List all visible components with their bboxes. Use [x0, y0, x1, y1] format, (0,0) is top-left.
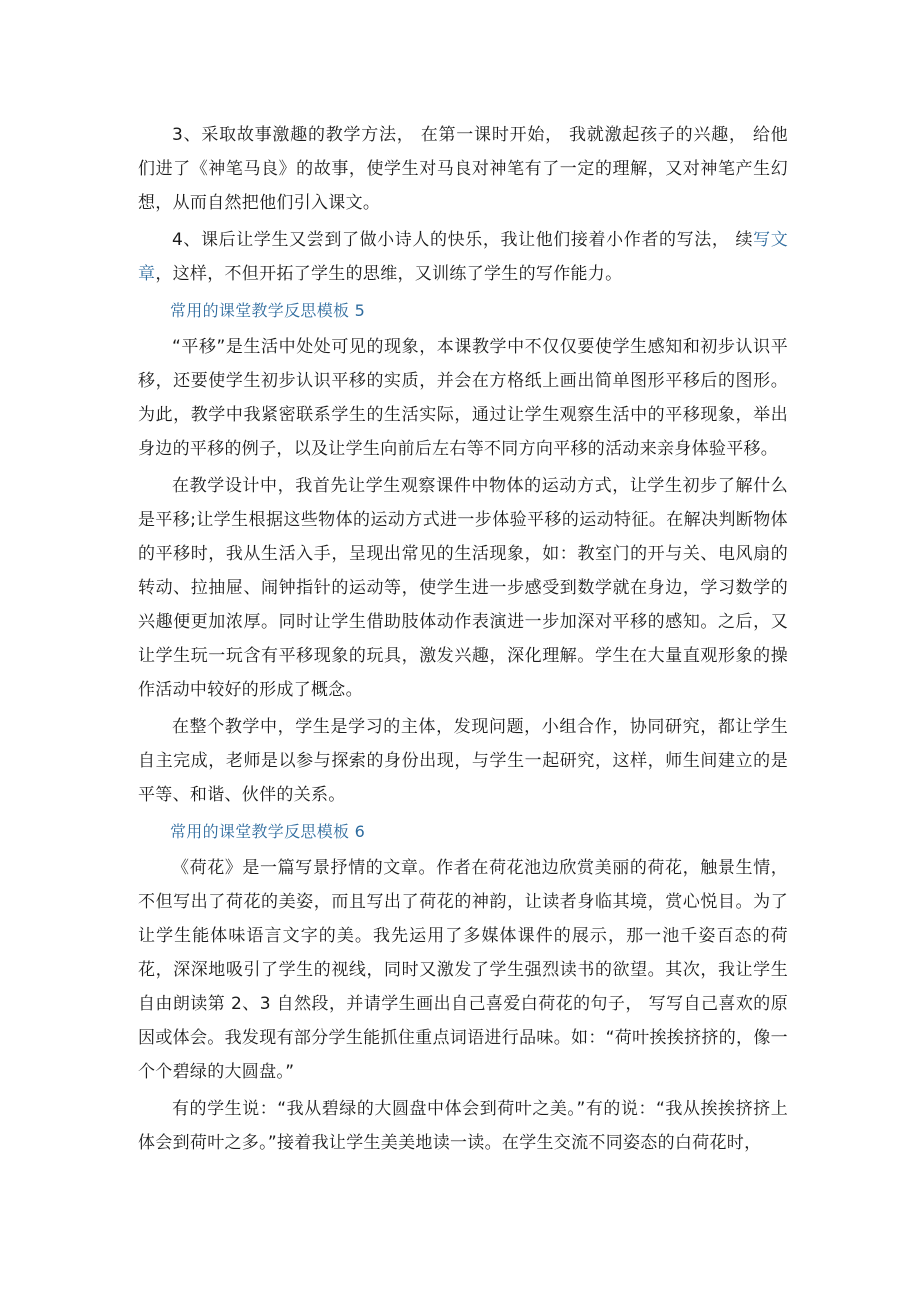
section-heading-6: 常用的课堂教学反思模板 6	[170, 822, 366, 841]
paragraph-teaching-design: 在教学设计中，我首先让学生观察课件中物体的运动方式，让学生初步了解什么是平移;让学生根据这些物体的运动方式进一步体验平移的运动特征。在解决判断物体的平移时，我从生活入手，呈现出常见的生活现象，如：教室门的开与关、电风扇的转动、拉抽屉、闹钟指针的运动等，使学生进一步感受到数学就在身边，学习数学的兴趣便更加浓厚。同时让学生借助肢体动作表演进一步加深对平移的感知。之后，又让学生玩一玩含有平移现象的玩具，激发兴趣，深化理解。学生在大量直观形象的操作活动中较好的形成了概念。	[138, 476, 788, 700]
paragraph-student-responses: 有的学生说：“我从碧绿的大圆盘中体会到荷叶之美。”有的说：“我从挨挨挤挤上体会到荷叶之多。”接着我让学生美美地读一读。在学生交流不同姿态的白荷花时，	[138, 1099, 788, 1153]
document-body	[138, 118, 788, 1163]
paragraph-item-4	[138, 223, 788, 291]
paragraph-text: 4、课后让学生又尝到了做小诗人的快乐，我让他们接着小作者的写法， 续	[172, 230, 754, 250]
paragraph-item-3: 3、采取故事激趣的教学方法， 在第一课时开始， 我就激起孩子的兴趣， 给他们进了《神笔马良》的故事，使学生对马良对神笔有了一定的理解，又对神笔产生幻想，从而自然把他们引入课文。	[138, 125, 788, 213]
paragraph-lotus-intro: 《荷花》是一篇写景抒情的文章。作者在荷花池边欣赏美丽的荷花，触景生情，不但写出了荷花的美姿，而且写出了荷花的神韵，让读者身临其境，赏心悦目。为了让学生能体味语言文字的美。我先运用了多媒体课件的展示，那一池千姿百态的荷花，深深地吸引了学生的视线，同时又激发了学生强烈读书的欲望。其次，我让学生自由朗读第 2、3 自然段，并请学生画出自己喜爱白荷花的句子， 写写自己喜欢的原因或体会。我发现有部分学生能抓住重点词语进行品味。如：“荷叶挨挨挤挤的，像一个个碧绿的大圆盘。”	[138, 858, 788, 1082]
paragraph-translation-intro: “平移”是生活中处处可见的现象，本课教学中不仅仅要使学生感知和初步认识平移，还要使学生初步认识平移的实质，并会在方格纸上画出简单图形平移后的图形。为此，教学中我紧密联系学生的生活实际，通过让学生观察生活中的平移现象，举出身边的平移的例子，以及让学生向前后左右等不同方向平移的活动来亲身体验平移。	[138, 337, 788, 459]
write-article-link[interactable]: 写文章	[138, 230, 788, 284]
paragraph-text: ，这样，不但开拓了学生的思维，又训练了学生的写作能力。	[155, 264, 623, 284]
section-heading-5: 常用的课堂教学反思模板 5	[170, 301, 366, 320]
paragraph-whole-teaching: 在整个教学中，学生是学习的主体，发现问题，小组合作，协同研究，都让学生自主完成，老师是以参与探索的身份出现，与学生一起研究，这样，师生间建立的是平等、和谐、伙伴的关系。	[138, 717, 788, 805]
